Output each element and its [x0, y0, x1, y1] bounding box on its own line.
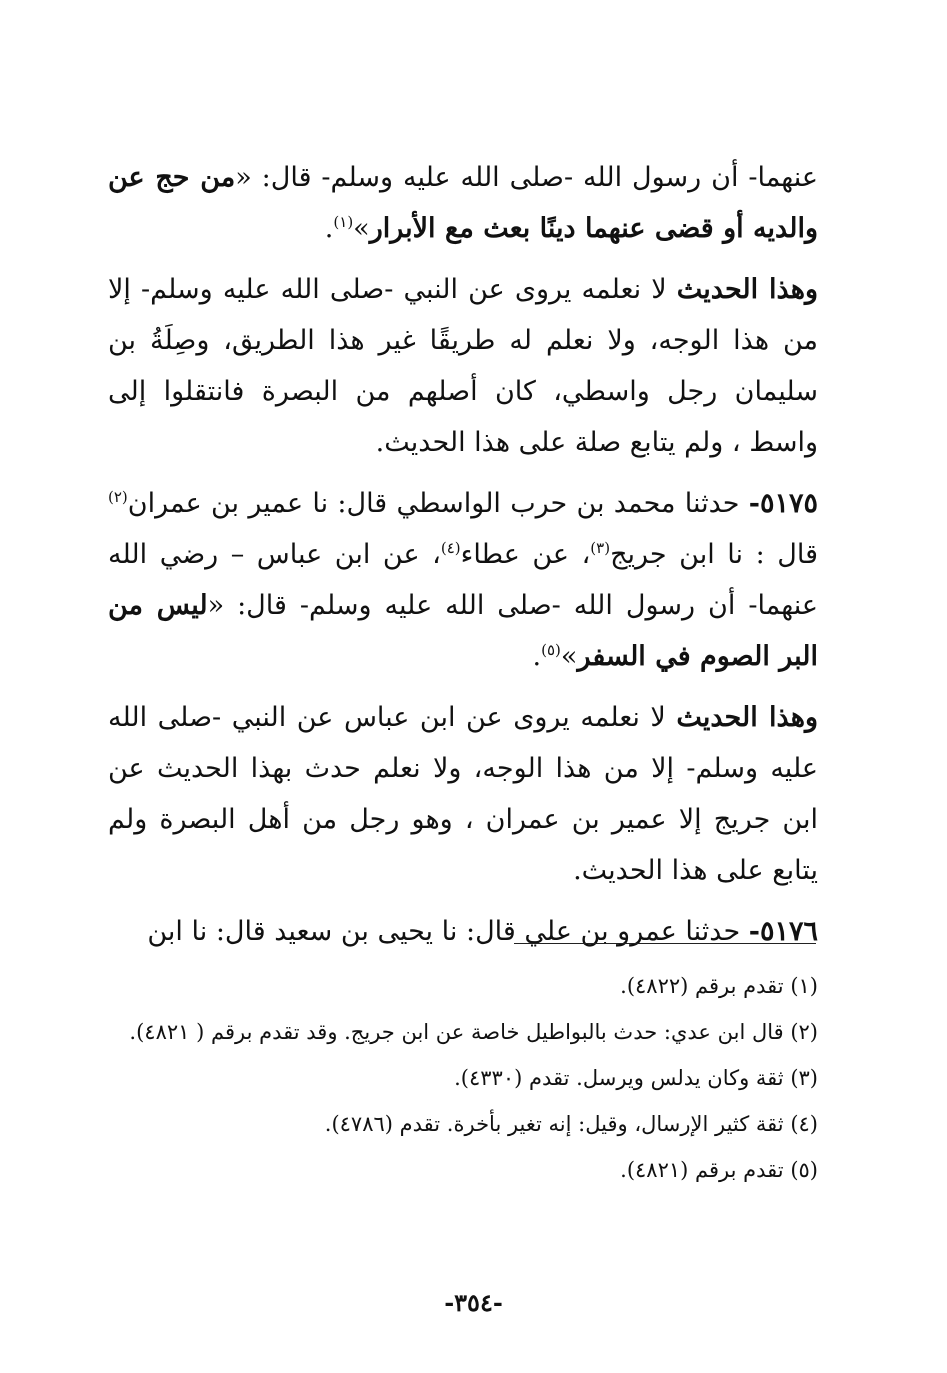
footnote-separator	[514, 943, 816, 944]
footnote-marker: (١)	[333, 213, 354, 231]
footnote-marker: (٢)	[108, 488, 128, 506]
text-run: »	[353, 213, 370, 244]
footnotes	[108, 965, 818, 1195]
paragraph	[108, 906, 818, 957]
bold-text: وهذا الحديث	[676, 274, 818, 305]
text-run: عنهما- أن رسول الله -صلى الله عليه وسلم- قال: «	[235, 162, 819, 193]
footnote: (٤) ثقة كثير الإرسال، وقيل: إنه تغير بأخرة. تقدم (٤٧٨٦).	[324, 1112, 818, 1136]
footnote-marker: (٤)	[440, 539, 461, 557]
text-run: حدثنا عمرو بن علي قال: نا يحيى بن سعيد قال: نا ابن	[147, 916, 749, 947]
text-run: .	[324, 213, 334, 244]
footnote-marker: (٥)	[541, 641, 561, 659]
footnote-marker: (٣)	[590, 539, 611, 557]
text-run: .	[532, 641, 542, 672]
paragraph	[108, 692, 818, 896]
footnote: (٣) ثقة وكان يدلس ويرسل. تقدم (٤٣٣٠).	[454, 1066, 818, 1090]
bold-text: ليس من البر الصوم في السفر	[108, 590, 818, 672]
text-run: ، عن عطاء	[460, 539, 591, 570]
bold-text: من حج عن والديه أو قضى عنهما دينًا بعث مع الأبرار	[108, 162, 818, 244]
text-run: ، عن ابن عباس – رضي الله عنهما- أن رسول الله -صلى الله عليه وسلم- قال: «	[108, 539, 818, 621]
footnote: (٥) تقدم برقم (٤٨٢١).	[620, 1158, 818, 1182]
text-run: حدثنا محمد بن حرب الواسطي قال: نا عمير بن عمران	[127, 488, 749, 519]
page-number: -٣٥٤-	[444, 1288, 503, 1317]
bold-text: ٥١٧٦-	[748, 916, 818, 947]
text-run: لا نعلمه يروى عن ابن عباس عن النبي -صلى الله عليه وسلم- إلا من هذا الوجه، ولا نعلم حدث بهذا الحديث عن ابن جريج إلا عمير بن عمران ، وهو رجل من أهل البصرة ولم يتابع على هذا الحديث.	[108, 702, 818, 886]
footnote: (٢) قال ابن عدي: حدث بالبواطيل خاصة عن ابن جريج. وقد تقدم برقم ( ٤٨٢١).	[129, 1020, 818, 1044]
bold-text: ٥١٧٥-	[748, 488, 818, 519]
footnote: (١) تقدم برقم (٤٨٢٢).	[620, 974, 818, 998]
text-run: قال : نا ابن جريج	[610, 539, 818, 570]
main-text	[108, 152, 818, 967]
text-run: »	[560, 641, 578, 672]
text-run: لا نعلمه يروى عن النبي -صلى الله عليه وسلم- إلا من هذا الوجه، ولا نعلم له طريقًا غير هذا الطريق، وصِلَةُ بن سليمان رجل واسطي، كان أصلهم من البصرة فانتقلوا إلى واسط ، ولم يتابع صلة على هذا الحديث.	[108, 274, 818, 458]
paragraph	[108, 264, 818, 468]
paragraph	[108, 152, 818, 254]
bold-text: وهذا الحديث	[676, 702, 818, 733]
paragraph	[108, 478, 818, 682]
